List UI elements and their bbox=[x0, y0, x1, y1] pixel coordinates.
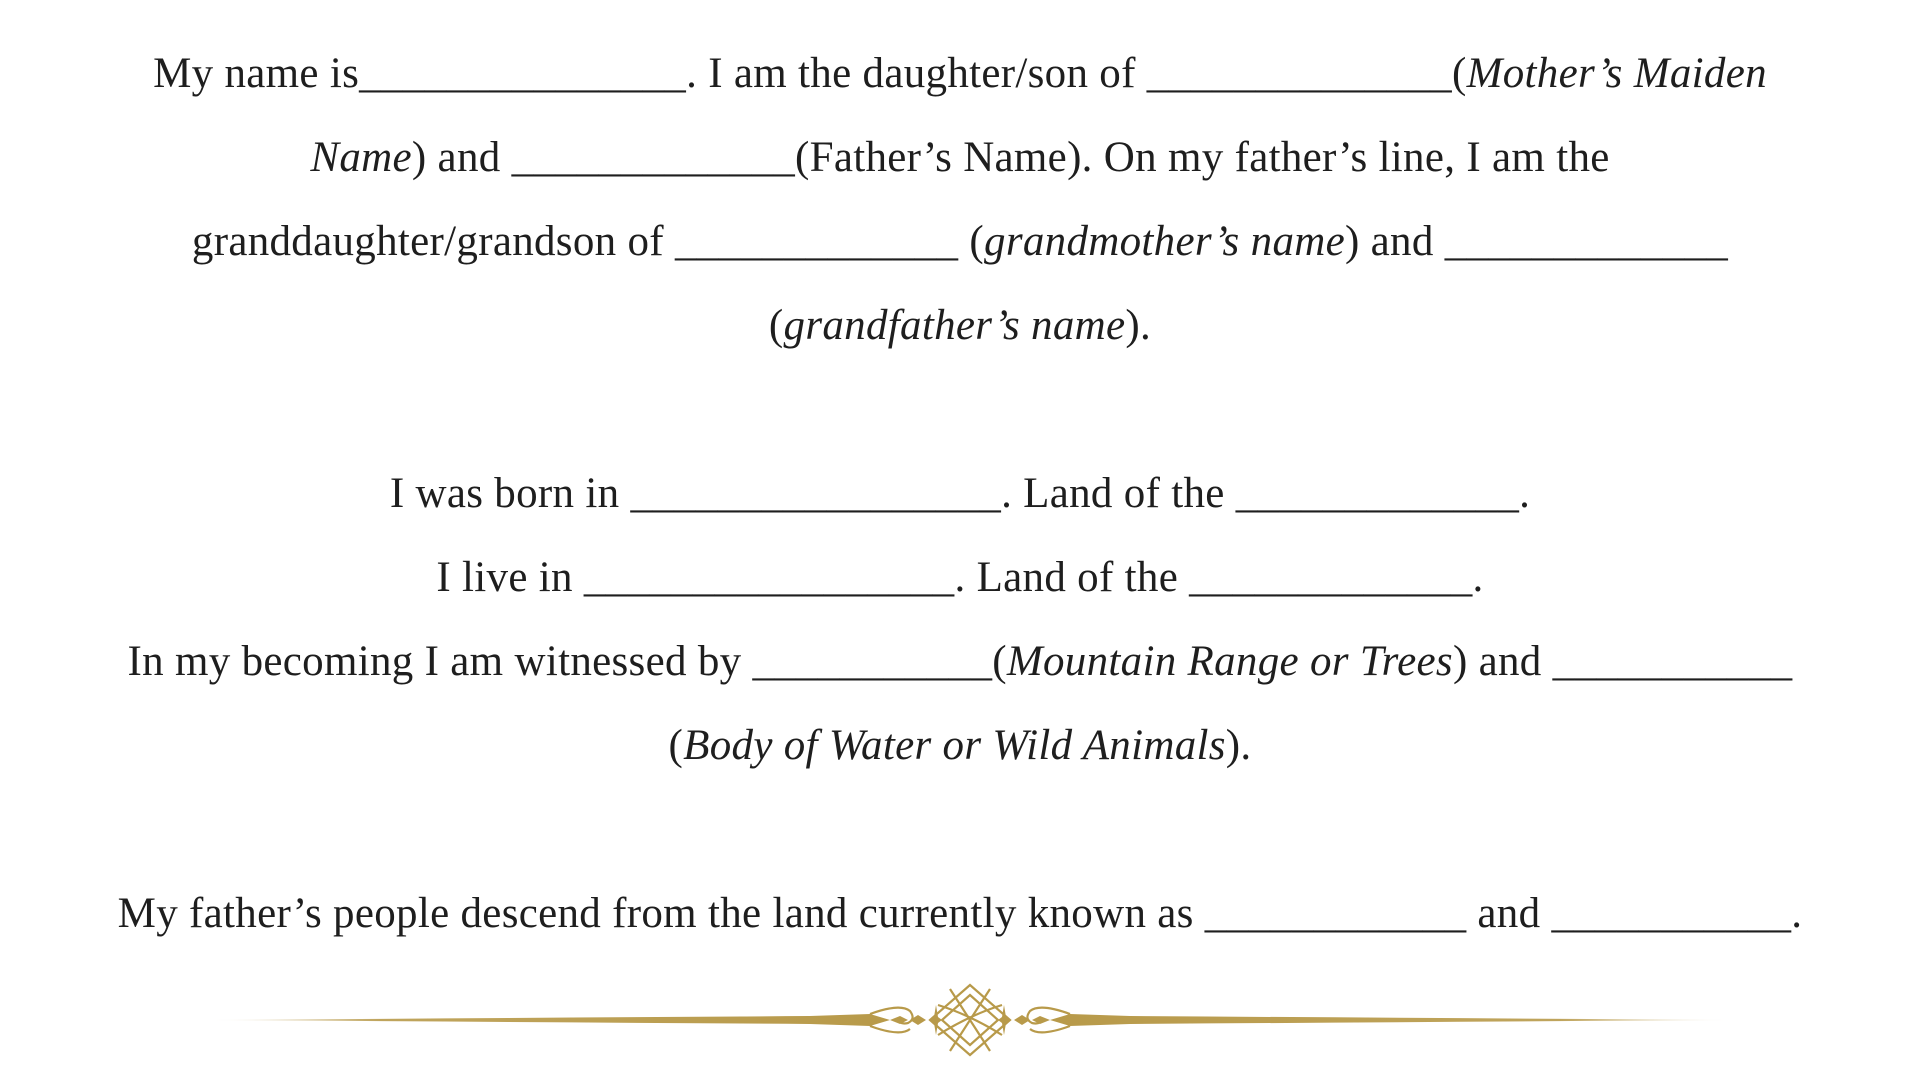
gold-divider-flourish-icon bbox=[210, 975, 1730, 1065]
witnessed-blank-text: In my becoming I am witnessed by ___________( bbox=[127, 638, 1007, 685]
lineage-line-3 bbox=[0, 200, 1920, 284]
grandmother-name-label: grandmother’s name bbox=[984, 218, 1345, 265]
name-and-mother-blank-text: My name is_______________. I am the daughter/son of ______________( bbox=[153, 50, 1467, 97]
second-witness-blank-text: ) and ___________ bbox=[1452, 638, 1793, 685]
fathers-people-line: My father’s people descend from the land currently known as ____________ and ___________. bbox=[117, 890, 1803, 937]
born-in-line: I was born in _________________. Land of the _____________. bbox=[389, 470, 1531, 517]
mountain-range-label: Mountain Range or Trees bbox=[1006, 638, 1453, 685]
live-in-line: I live in _________________. Land of the _____________. bbox=[436, 554, 1484, 601]
grandfather-blank-text: ) and _____________ bbox=[1344, 218, 1729, 265]
water-animals-line bbox=[0, 704, 1920, 788]
witnessed-by-line bbox=[0, 620, 1920, 704]
mothers-maiden-label: Mother’s Maiden bbox=[1466, 50, 1767, 97]
lineage-line-2 bbox=[0, 116, 1920, 200]
body-of-water-label: Body of Water or Wild Animals bbox=[683, 722, 1226, 769]
close-paren: ). bbox=[1225, 722, 1252, 769]
open-paren: ( bbox=[768, 302, 784, 349]
father-name-blank-text: ) and _____________(Father’s Name). On my father’s line, I am the bbox=[411, 134, 1610, 181]
lineage-paragraph bbox=[0, 32, 1920, 368]
lineage-line-1 bbox=[0, 32, 1920, 116]
lineage-line-4 bbox=[0, 284, 1920, 368]
grandmother-blank-text: granddaughter/grandson of _____________ ( bbox=[191, 218, 985, 265]
land-paragraph bbox=[0, 452, 1920, 788]
name-label-continued: Name bbox=[310, 134, 412, 181]
open-paren: ( bbox=[668, 722, 684, 769]
grandfather-name-label: grandfather’s name bbox=[783, 302, 1126, 349]
descent-paragraph bbox=[0, 872, 1920, 956]
close-paren: ). bbox=[1125, 302, 1152, 349]
